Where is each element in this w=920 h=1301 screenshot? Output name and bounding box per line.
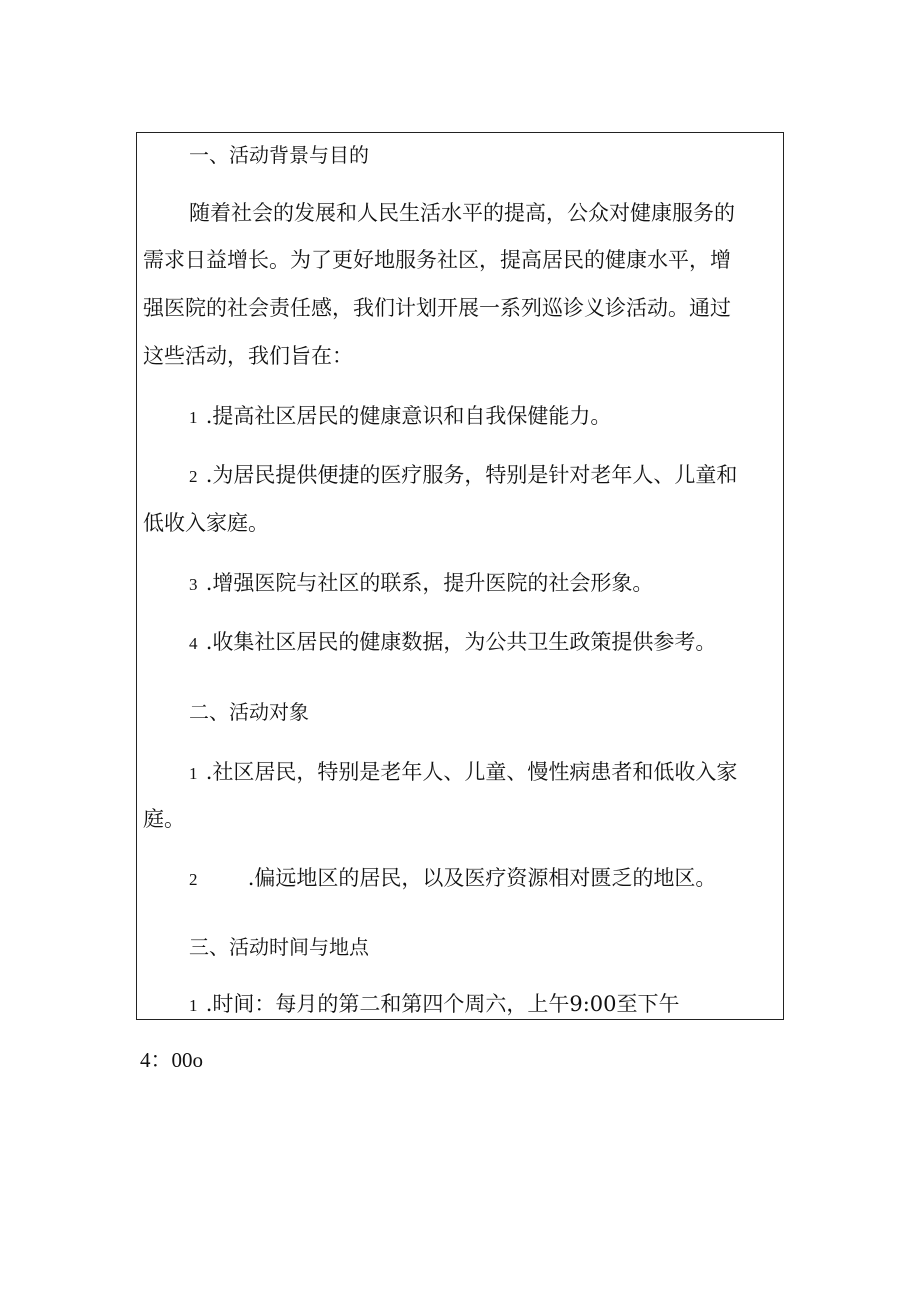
list-item: [189, 569, 653, 599]
section-heading: 二、活动对象: [189, 700, 309, 724]
overflow-text: 4：00o: [140, 1048, 203, 1072]
list-number: 2: [189, 870, 198, 889]
list-number: 1: [189, 764, 198, 783]
list-text-continuation: 庭。: [143, 807, 185, 831]
list-text-continuation: 低收入家庭。: [143, 511, 269, 535]
paragraph-line: 随着社会的发展和人民生活水平的提高，公众对健康服务的: [189, 201, 735, 225]
list-number: 1: [189, 408, 198, 427]
paragraph-line: 需求日益增长。为了更好地服务社区，提高居民的健康水平，增: [143, 248, 731, 272]
list-text: .增强医院与社区的联系，提升医院的社会形象。: [205, 571, 654, 595]
list-text: .偏远地区的居民，以及医疗资源相对匮乏的地区。: [247, 866, 717, 890]
list-item: [189, 461, 737, 491]
list-item: [189, 990, 680, 1020]
paragraph-line: 这些活动，我们旨在：: [143, 344, 353, 368]
list-text: .收集社区居民的健康数据，为公共卫生政策提供参考。: [205, 630, 717, 654]
list-item: [189, 628, 716, 658]
section-heading: 一、活动背景与目的: [189, 143, 369, 167]
list-number: 2: [189, 467, 198, 486]
paragraph-line: 强医院的社会责任感，我们计划开展一系列巡诊义诊活动。通过: [143, 296, 731, 320]
list-item: [189, 758, 737, 788]
list-text: .社区居民，特别是老年人、儿童、慢性病患者和低收入家: [205, 760, 738, 784]
list-number: 1: [189, 996, 198, 1015]
list-number: 3: [189, 575, 198, 594]
list-text: .时间：每月的第二和第四个周六，上午9:00至下午: [205, 992, 680, 1016]
list-number: 4: [189, 634, 198, 653]
section-heading: 三、活动时间与地点: [189, 935, 369, 959]
list-item: [189, 864, 716, 894]
list-item: [189, 402, 611, 432]
content-table-cell: [136, 132, 784, 1020]
list-text: .提高社区居民的健康意识和自我保健能力。: [205, 404, 612, 428]
list-text: .为居民提供便捷的医疗服务，特别是针对老年人、儿童和: [205, 463, 738, 487]
